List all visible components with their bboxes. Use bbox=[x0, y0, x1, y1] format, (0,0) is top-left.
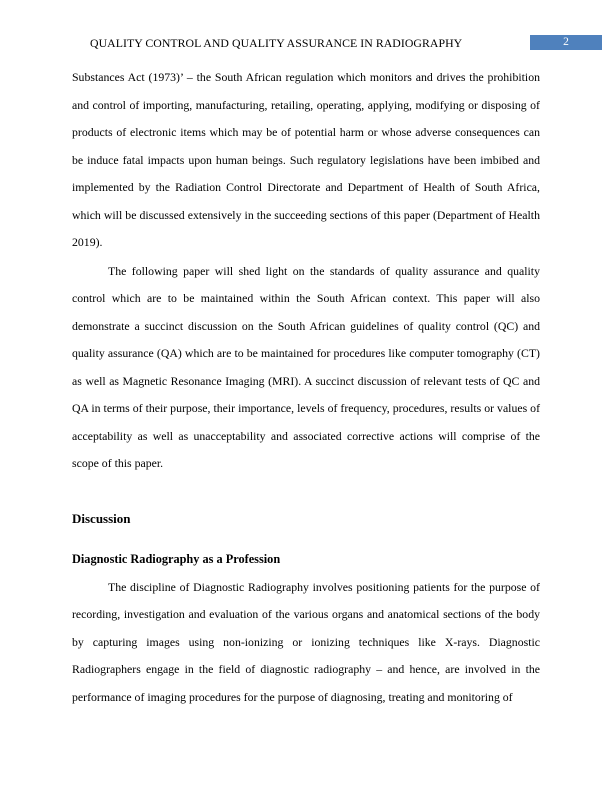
paragraph-continued: Substances Act (1973)’ – the South African regulation which monitors and drives the prohibition and control of importing, manufacturing, retailing, operating, applying, modifying or disposing of products of electronic items which may be of potential harm or whose adverse consequences can be induce fatal impacts upon human beings. Such regulatory legislations have been imbibed and implemented by the Radiation Control Directorate and Department of Health of South Africa, which will be discussed extensively in the succeeding sections of this paper (Department of Health 2019). bbox=[72, 70, 540, 249]
heading-radiography-profession: Diagnostic Radiography as a Profession bbox=[72, 551, 281, 566]
running-head: QUALITY CONTROL AND QUALITY ASSURANCE IN RADIOGRAPHY bbox=[90, 36, 463, 50]
heading-discussion: Discussion bbox=[72, 510, 131, 526]
paragraph-profession: The discipline of Diagnostic Radiography involves positioning patients for the purpose of recording, investigation and evaluation of the various organs and anatomical sections of the body by capturing images using non-ionizing or ionizing techniques like X-rays. Diagnostic Radiographers engage in the field of diagnostic radiography – and hence, are involved in the performance of imaging procedures for the purpose of diagnosing, treating and monitoring of bbox=[72, 579, 540, 704]
paragraph-scope: The following paper will shed light on the standards of quality assurance and quality control which are to be maintained within the South African context. This paper will also demonstrate a succinct discussion on the South African guidelines of quality control (QC) and quality assurance (QA) which are to be maintained for procedures like computer tomography (CT) as well as Magnetic Resonance Imaging (MRI). A succinct discussion of relevant tests of QC and QA in terms of their purpose, their importance, levels of frequency, procedures, results or values of acceptability as well as unacceptability and associated corrective actions will comprise of the scope of this paper. bbox=[72, 263, 540, 470]
body-text bbox=[72, 64, 540, 711]
page-number: 2 bbox=[530, 35, 602, 50]
